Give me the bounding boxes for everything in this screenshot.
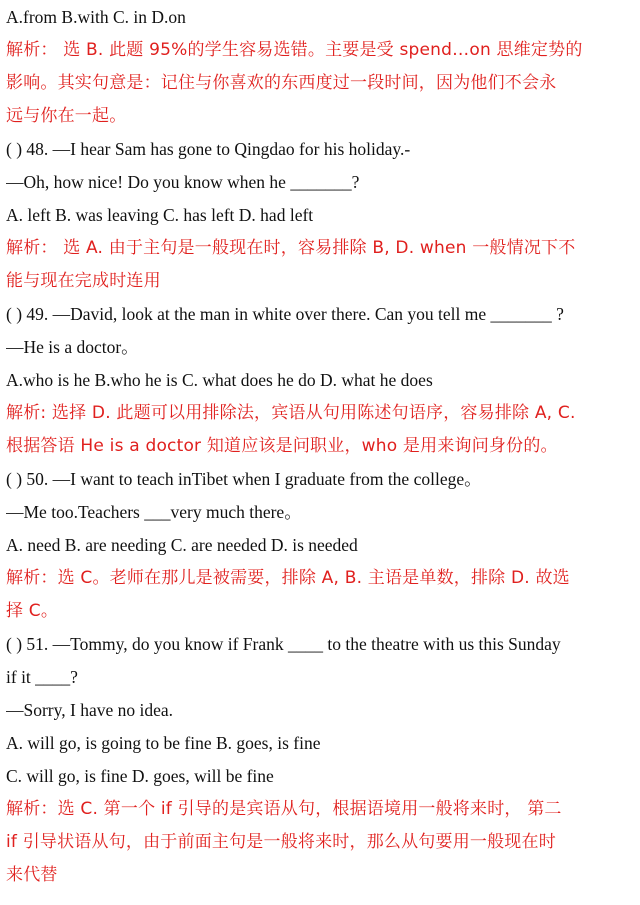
dialogue-line: —Sorry, I have no idea. (6, 700, 174, 720)
question-line: ( ) 49. —David, look at the man in white over there. Can you tell me _______ ? (6, 304, 564, 324)
analysis-line: if 引导状语从句，由于前面主句是一般将来时，那么从句要用一般现在时 (6, 832, 556, 852)
option-line: A. left B. was leaving C. has left D. had left (6, 205, 314, 225)
question-line: ( ) 51. —Tommy, do you know if Frank ____ to the theatre with us this Sunday (6, 634, 561, 654)
analysis-line: 解析： 选 A. 由于主句是一般现在时，容易排除 B, D. when 一般情况下不 (6, 238, 576, 258)
dialogue-line: —Me too.Teachers ___very much there。 (6, 502, 302, 522)
analysis-line: 解析: 选择 D. 此题可以用排除法，宾语从句用陈述句语序，容易排除 A, C. (6, 403, 576, 423)
option-line: C. will go, is fine D. goes, will be fine (6, 766, 274, 786)
analysis-line: 影响。其实句意是：记住与你喜欢的东西度过一段时间，因为他们不会永 (6, 73, 557, 93)
option-line: A. will go, is going to be fine B. goes, is fine (6, 733, 321, 753)
option-line: A. need B. are needing C. are needed D. is needed (6, 535, 358, 555)
analysis-line: 解析：选 C. 第一个 if 引导的是宾语从句，根据语境用一般将来时， 第二 (6, 799, 562, 819)
analysis-line: 来代替 (6, 865, 58, 885)
dialogue-line: —He is a doctor。 (6, 337, 139, 357)
analysis-line: 远与你在一起。 (6, 106, 127, 126)
dialogue-line: —Oh, how nice! Do you know when he _______? (6, 172, 360, 192)
analysis-line: 能与现在完成时连用 (6, 271, 161, 291)
question-line: if it ____? (6, 667, 78, 687)
analysis-line: 解析：选 C。老师在那儿是被需要，排除 A, B. 主语是单数，排除 D. 故选 (6, 568, 570, 588)
analysis-line: 解析： 选 B. 此题 95%的学生容易选错。主要是受 spend…on 思维定势的 (6, 40, 583, 60)
analysis-line: 择 C。 (6, 601, 59, 621)
option-line: A.from B.with C. in D.on (6, 7, 186, 27)
question-line: ( ) 48. —I hear Sam has gone to Qingdao for his holiday.- (6, 139, 411, 159)
option-line: A.who is he B.who he is C. what does he do D. what he does (6, 370, 433, 390)
analysis-line: 根据答语 He is a doctor 知道应该是问职业，who 是用来询问身份的。 (6, 436, 558, 456)
question-line: ( ) 50. —I want to teach inTibet when I graduate from the college。 (6, 469, 482, 489)
